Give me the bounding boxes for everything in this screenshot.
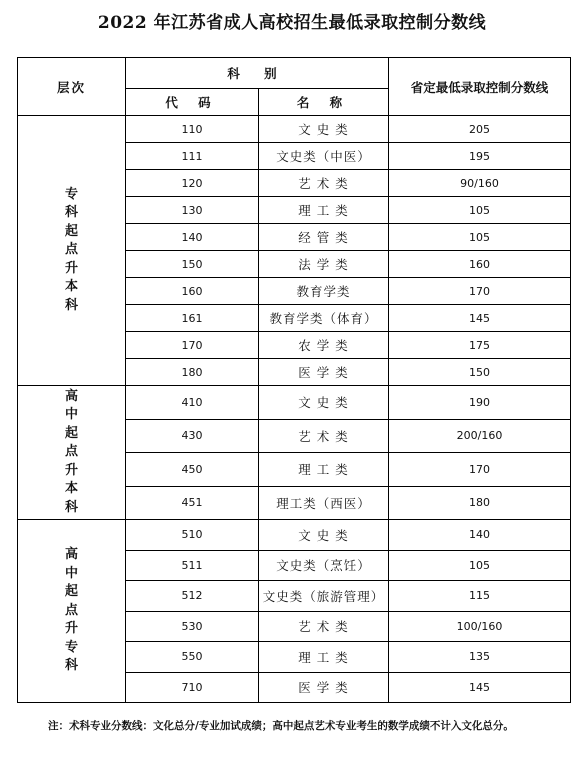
header-score: 省定最低录取控制分数线 — [389, 58, 571, 116]
score-cell: 180 — [389, 486, 571, 520]
score-cell: 145 — [389, 305, 571, 332]
name-cell: 理 工 类 — [259, 197, 389, 224]
code-cell: 161 — [126, 305, 259, 332]
level-cell — [18, 386, 126, 520]
code-cell: 450 — [126, 453, 259, 487]
header-code: 代 码 — [126, 89, 259, 116]
table-row — [18, 116, 571, 143]
code-cell: 130 — [126, 197, 259, 224]
score-cell: 150 — [389, 359, 571, 386]
code-cell: 451 — [126, 486, 259, 520]
score-cell: 160 — [389, 251, 571, 278]
name-cell: 文 史 类 — [259, 116, 389, 143]
score-cell: 105 — [389, 197, 571, 224]
name-cell: 艺 术 类 — [259, 170, 389, 197]
code-cell: 170 — [126, 332, 259, 359]
code-cell: 512 — [126, 581, 259, 612]
score-cell: 135 — [389, 642, 571, 673]
score-table — [17, 57, 571, 703]
name-cell: 文史类（烹饪） — [259, 550, 389, 581]
score-cell: 105 — [389, 224, 571, 251]
code-cell: 430 — [126, 419, 259, 453]
score-cell: 140 — [389, 520, 571, 551]
name-cell: 农 学 类 — [259, 332, 389, 359]
page-title: 2022 年江苏省成人高校招生最低录取控制分数线 — [97, 13, 487, 33]
code-cell: 510 — [126, 520, 259, 551]
level-label: 高中起点升专科 — [64, 547, 78, 674]
code-cell: 120 — [126, 170, 259, 197]
score-cell: 105 — [389, 550, 571, 581]
name-cell: 医 学 类 — [259, 672, 389, 703]
score-cell: 205 — [389, 116, 571, 143]
score-cell: 90/160 — [389, 170, 571, 197]
name-cell: 教育学类 — [259, 278, 389, 305]
header-level: 层次 — [18, 58, 126, 116]
table-row — [18, 520, 571, 551]
name-cell: 文 史 类 — [259, 386, 389, 420]
name-cell: 艺 术 类 — [259, 419, 389, 453]
name-cell: 文 史 类 — [259, 520, 389, 551]
name-cell: 理 工 类 — [259, 453, 389, 487]
name-cell: 教育学类（体育） — [259, 305, 389, 332]
header-category: 科 别 — [126, 58, 389, 89]
score-cell: 100/160 — [389, 611, 571, 642]
score-cell: 170 — [389, 278, 571, 305]
name-cell: 理 工 类 — [259, 642, 389, 673]
score-cell: 170 — [389, 453, 571, 487]
score-cell: 175 — [389, 332, 571, 359]
code-cell: 511 — [126, 550, 259, 581]
score-cell: 195 — [389, 143, 571, 170]
header-name: 名 称 — [259, 89, 389, 116]
footnote: 注：术科专业分数线：文化总分/专业加试成绩；高中起点艺术专业考生的数学成绩不计入文化总分。 — [48, 720, 514, 732]
score-cell: 145 — [389, 672, 571, 703]
name-cell: 经 管 类 — [259, 224, 389, 251]
name-cell: 艺 术 类 — [259, 611, 389, 642]
level-label: 高中起点升本科 — [64, 388, 78, 515]
code-cell: 150 — [126, 251, 259, 278]
name-cell: 文史类（旅游管理） — [259, 581, 389, 612]
level-cell — [18, 116, 126, 386]
name-cell: 理工类（西医） — [259, 486, 389, 520]
code-cell: 140 — [126, 224, 259, 251]
code-cell: 530 — [126, 611, 259, 642]
score-cell: 190 — [389, 386, 571, 420]
code-cell: 550 — [126, 642, 259, 673]
table-body — [18, 116, 571, 703]
score-cell: 200/160 — [389, 419, 571, 453]
level-label: 专科起点升本科 — [64, 186, 78, 313]
code-cell: 710 — [126, 672, 259, 703]
code-cell: 410 — [126, 386, 259, 420]
code-cell: 160 — [126, 278, 259, 305]
code-cell: 180 — [126, 359, 259, 386]
code-cell: 110 — [126, 116, 259, 143]
name-cell: 医 学 类 — [259, 359, 389, 386]
code-cell: 111 — [126, 143, 259, 170]
level-cell — [18, 520, 126, 703]
name-cell: 文史类（中医） — [259, 143, 389, 170]
table-row — [18, 386, 571, 420]
name-cell: 法 学 类 — [259, 251, 389, 278]
score-cell: 115 — [389, 581, 571, 612]
